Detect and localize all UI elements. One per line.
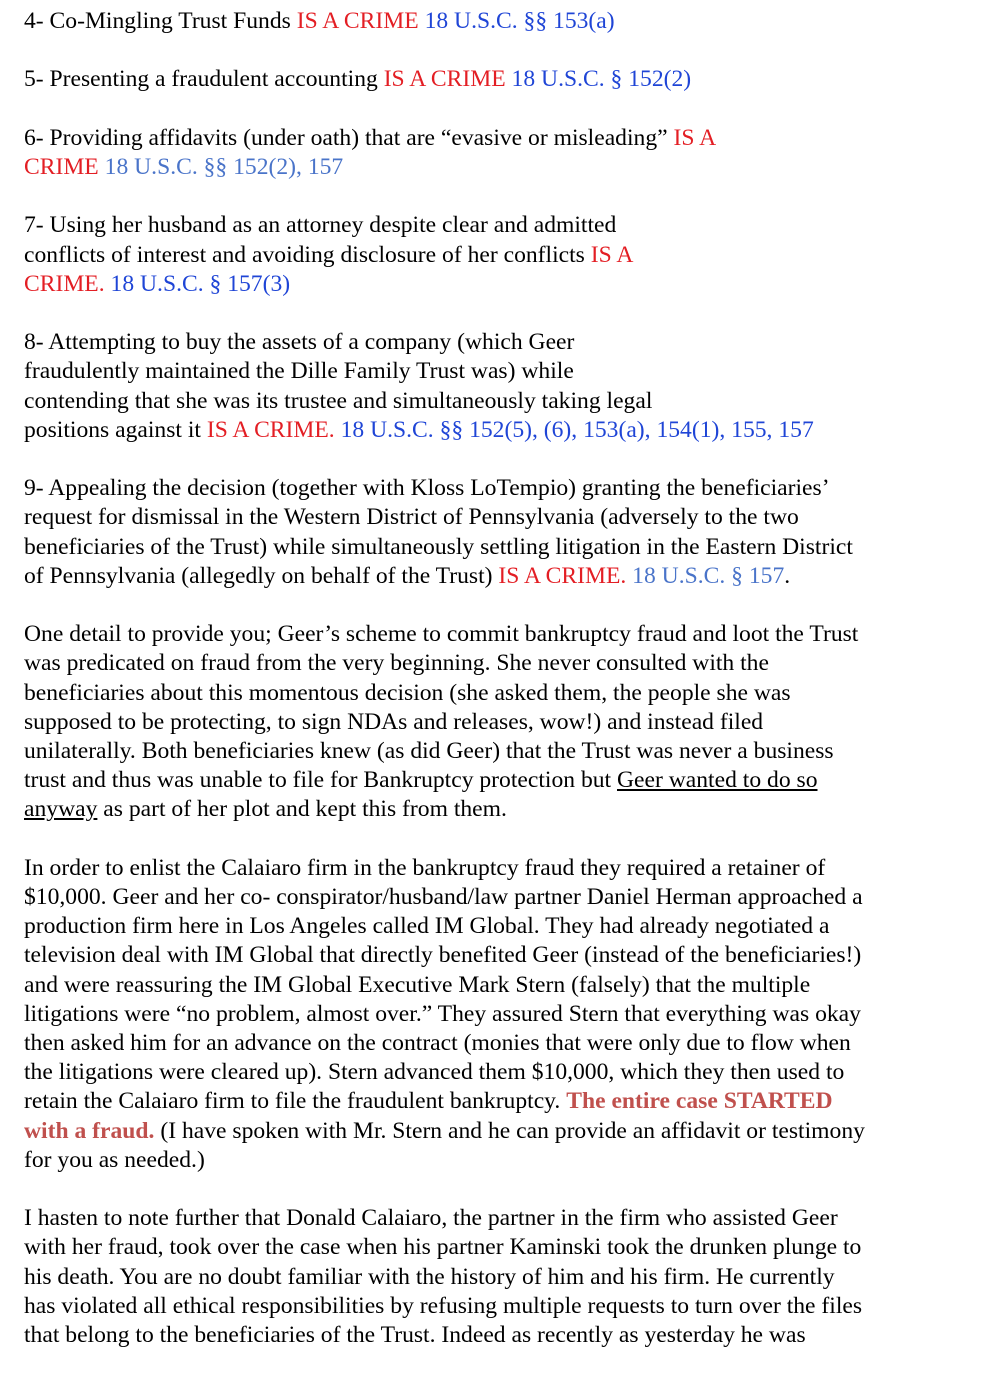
- text-run: 5- Presenting a fraudulent accounting: [24, 66, 384, 93]
- text-line: [24, 562, 974, 591]
- text-line: [24, 766, 974, 795]
- text-line: [24, 241, 974, 270]
- text-run: for you as needed.): [24, 1146, 205, 1173]
- text-line: [24, 153, 974, 182]
- text-line: [24, 883, 974, 912]
- text-line: [24, 795, 974, 824]
- text-line: [24, 1321, 974, 1350]
- emphasis-text: The entire case STARTED: [566, 1088, 833, 1115]
- text-run: has violated all ethical responsibilities by refusing multiple requests to turn over the files: [24, 1292, 863, 1319]
- text-run: beneficiaries about this momentous decision (she asked them, the people she was: [24, 679, 791, 706]
- text-run: beneficiaries of the Trust) while simultaneously settling litigation in the Eastern District: [24, 533, 853, 560]
- text-line: [24, 124, 974, 153]
- underlined-text: anyway: [24, 796, 98, 823]
- crime-label: IS A: [590, 241, 634, 268]
- text-run: 4- Co-Mingling Trust Funds: [24, 8, 297, 34]
- text-run: One detail to provide you; Geer’s scheme to commit bankruptcy fraud and loot the Trust: [24, 621, 859, 648]
- text-run: fraudulently maintained the Dille Family Trust was) while: [24, 358, 574, 385]
- text-run: supposed to be protecting, to sign NDAs and releases, wow!) and instead filed: [24, 708, 764, 735]
- text-line: [24, 971, 974, 1000]
- list-item-8: [24, 328, 974, 445]
- paragraph-detail: [24, 620, 974, 824]
- text-line: [24, 65, 974, 94]
- text-run: (I have spoken with Mr. Stern and he can provide an affidavit or testimony: [154, 1117, 865, 1144]
- paragraph-retainer: [24, 854, 974, 1175]
- text-line: [24, 211, 974, 240]
- list-item-5: [24, 65, 974, 94]
- statute-citation: 18 U.S.C. §§ 152(2), 157: [104, 153, 344, 180]
- crime-label: IS A CRIME: [296, 8, 419, 34]
- text-line: [24, 328, 974, 357]
- text-run: with her fraud, took over the case when his partner Kaminski took the drunken plunge to: [24, 1234, 862, 1261]
- text-run: production firm here in Los Angeles called IM Global. They had already negotiated a: [24, 913, 830, 940]
- text-line: [24, 357, 974, 386]
- text-run: and were reassuring the IM Global Executive Mark Stern (falsely) that the multiple: [24, 971, 811, 998]
- text-run: positions against it: [24, 416, 207, 443]
- text-line: [24, 1233, 974, 1262]
- text-line: [24, 620, 974, 649]
- text-line: [24, 941, 974, 970]
- text-line: [24, 533, 974, 562]
- statute-citation: 18 U.S.C. § 157(3): [110, 270, 291, 297]
- text-line: [24, 1058, 974, 1087]
- crime-label: IS A CRIME.: [498, 562, 627, 589]
- statute-citation: 18 U.S.C. §§ 153(a): [424, 8, 615, 34]
- text-line: [24, 708, 974, 737]
- text-line: [24, 474, 974, 503]
- text-line: [24, 1204, 974, 1233]
- text-line: [24, 737, 974, 766]
- text-line: [24, 7, 974, 36]
- text-run: 9- Appealing the decision (together with Kloss LoTempio) granting the beneficiaries’: [24, 475, 830, 502]
- text-run: then asked him for an advance on the contract (monies that were only due to flow when: [24, 1030, 851, 1056]
- text-run: request for dismissal in the Western District of Pennsylvania (adversely to the two: [24, 504, 799, 531]
- text-line: [24, 503, 974, 532]
- text-line: [24, 1146, 974, 1175]
- text-line: [24, 1292, 974, 1321]
- text-line: [24, 912, 974, 941]
- text-run: was predicated on fraud from the very beginning. She never consulted with the: [24, 650, 769, 677]
- letter-body: [24, 7, 974, 1379]
- crime-label: IS A CRIME.: [206, 416, 335, 443]
- text-run: that belong to the beneficiaries of the Trust. Indeed as recently as yesterday he was: [24, 1322, 806, 1349]
- statute-citation: 18 U.S.C. §§ 152(5), (6), 153(a), 154(1), 155, 157: [340, 416, 814, 443]
- text-run: unilaterally. Both beneficiaries knew (as did Geer) that the Trust was never a business: [24, 737, 834, 764]
- list-item-7: [24, 211, 974, 299]
- text-run: $10,000. Geer and her co- conspirator/husband/law partner Daniel Herman approached a: [24, 883, 863, 910]
- list-item-6: [24, 124, 974, 182]
- text-line: [24, 1263, 974, 1292]
- emphasis-text: with a fraud.: [24, 1117, 155, 1144]
- text-run: 7- Using her husband as an attorney despite clear and admitted: [24, 212, 617, 239]
- text-line: [24, 854, 974, 883]
- text-run: 8- Attempting to buy the assets of a company (which Geer: [24, 329, 575, 356]
- text-run: I hasten to note further that Donald Calaiaro, the partner in the firm who assisted Geer: [24, 1205, 838, 1232]
- crime-label: CRIME: [24, 153, 99, 180]
- text-run: In order to enlist the Calaiaro firm in the bankruptcy fraud they required a retainer of: [24, 854, 826, 881]
- text-run: of Pennsylvania (allegedly on behalf of the Trust): [24, 562, 499, 589]
- list-item-9: [24, 474, 974, 591]
- paragraph-calaiaro: [24, 1204, 974, 1350]
- text-run: litigations were “no problem, almost over.” They assured Stern that everything was okay: [24, 1000, 861, 1027]
- text-run: contending that she was its trustee and simultaneously taking legal: [24, 387, 653, 414]
- crime-label: IS A CRIME: [383, 66, 506, 93]
- text-line: [24, 1000, 974, 1029]
- text-line: [24, 1029, 974, 1058]
- crime-label: IS A: [673, 124, 717, 151]
- text-line: [24, 649, 974, 678]
- text-line: [24, 679, 974, 708]
- text-run: television deal with IM Global that directly benefited Geer (instead of the beneficiaries!): [24, 942, 862, 969]
- text-line: [24, 387, 974, 416]
- text-run: 6- Providing affidavits (under oath) that are “evasive or misleading”: [24, 124, 674, 151]
- text-run: as part of her plot and kept this from them.: [97, 796, 507, 823]
- text-line: [24, 416, 974, 445]
- underlined-text: Geer wanted to do so: [617, 767, 818, 794]
- text-run: conflicts of interest and avoiding disclosure of her conflicts: [24, 241, 591, 268]
- text-run: the litigations were cleared up). Stern advanced them $10,000, which they then used to: [24, 1059, 845, 1086]
- crime-label: CRIME.: [24, 270, 105, 297]
- statute-citation: 18 U.S.C. § 157: [632, 562, 785, 589]
- text-run: trust and thus was unable to file for Bankruptcy protection but: [24, 767, 617, 794]
- text-run: retain the Calaiaro firm to file the fraudulent bankruptcy.: [24, 1088, 567, 1115]
- list-item-4: [24, 7, 974, 36]
- text-line: [24, 1087, 974, 1116]
- text-run: .: [784, 562, 791, 589]
- text-run: his death. You are no doubt familiar with the history of him and his firm. He currently: [24, 1263, 835, 1290]
- text-line: [24, 270, 974, 299]
- statute-citation: 18 U.S.C. § 152(2): [511, 66, 692, 93]
- text-line: [24, 1117, 974, 1146]
